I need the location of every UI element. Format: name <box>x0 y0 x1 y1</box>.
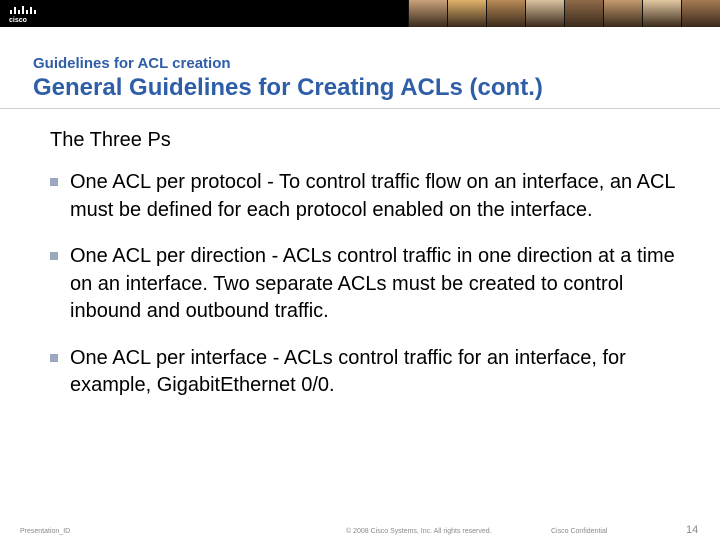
footer-confidential: Cisco Confidential <box>551 528 608 535</box>
slide-title: General Guidelines for Creating ACLs (cont.) <box>33 74 543 101</box>
square-bullet-icon <box>50 178 58 186</box>
page-number: 14 <box>686 524 699 536</box>
bullet-text: One ACL per protocol - To control traffic flow on an interface, an ACL must be defined for each protocol enabled on the interface. <box>70 171 675 221</box>
square-bullet-icon <box>50 354 58 362</box>
section-heading: The Three Ps <box>50 129 171 151</box>
photo-strip <box>408 0 720 27</box>
header-photo <box>447 0 486 27</box>
bullet-text: One ACL per interface - ACLs control traffic for an interface, for example, GigabitEthernet 0/0. <box>70 346 626 396</box>
footer-copyright: © 2008 Cisco Systems, Inc. All rights reserved. <box>346 528 492 535</box>
footer-presentation-id: Presentation_ID <box>20 528 71 535</box>
header-photo <box>408 0 447 27</box>
header-photo <box>681 0 720 27</box>
bullet-list <box>50 169 690 419</box>
header-photo <box>642 0 681 27</box>
cisco-logo <box>8 4 44 24</box>
header-photo <box>486 0 525 27</box>
header-photo <box>564 0 603 27</box>
header-photo <box>603 0 642 27</box>
bullet-item <box>50 169 690 224</box>
bullet-item <box>50 243 690 326</box>
top-banner <box>0 0 720 27</box>
cisco-wordmark: cisco <box>9 17 27 24</box>
square-bullet-icon <box>50 252 58 260</box>
slide-subtitle: Guidelines for ACL creation <box>33 55 231 72</box>
bullet-text: One ACL per direction - ACLs control traffic in one direction at a time on an interface. Two separate ACLs must be created to control inbound and outbound traffic. <box>70 245 675 322</box>
bullet-item <box>50 345 690 400</box>
title-divider <box>0 108 720 109</box>
header-photo <box>525 0 564 27</box>
